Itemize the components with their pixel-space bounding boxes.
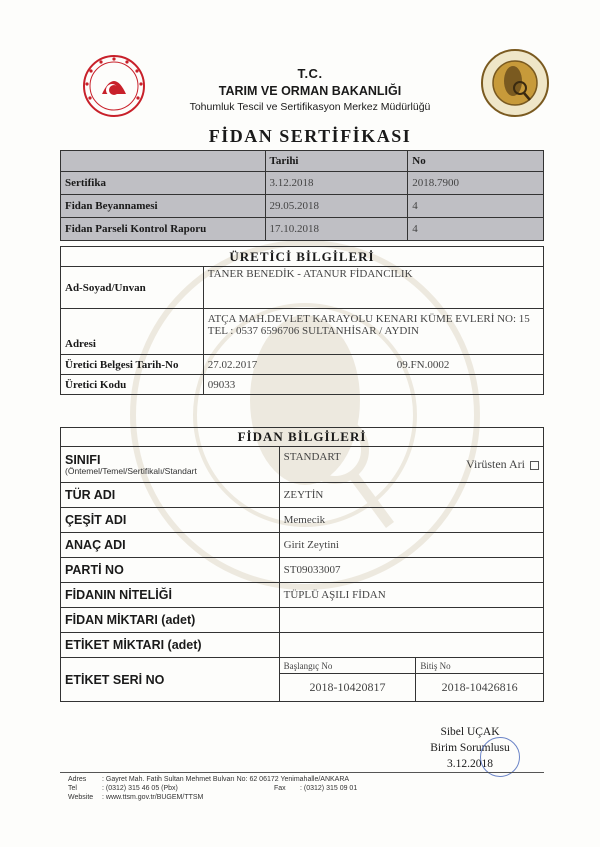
address-line-2: TEL : 0537 6596706 SULTANHİSAR / AYDIN xyxy=(207,325,419,338)
label-amount-value xyxy=(279,633,543,658)
serial-end-label: Bitiş No xyxy=(416,658,544,674)
row-no: 2018.7900 xyxy=(408,172,544,195)
virus-free-field xyxy=(416,447,544,483)
lot-value: ST09033007 xyxy=(279,558,543,583)
producer-code-value: 09033 xyxy=(203,375,543,395)
amount-label: FİDAN MİKTARI (adet) xyxy=(61,608,280,633)
footer-website[interactable]: : www.ttsm.gov.tr/BUGEM/TTSM xyxy=(102,794,204,801)
producer-cert-date: 27.02.2017 xyxy=(203,355,393,375)
certificate-table xyxy=(60,150,544,241)
footer-address-row xyxy=(68,776,349,783)
directorate-seal-icon xyxy=(480,48,550,118)
col-no-header: No xyxy=(408,151,544,172)
table-row xyxy=(61,172,544,195)
producer-cert-label: Üretici Belgesi Tarih-No xyxy=(61,355,204,375)
row-no: 4 xyxy=(408,218,544,241)
signature-date: 3.12.2018 xyxy=(447,758,493,770)
footer-address: : Gayret Mah. Fatih Sultan Mehmet Bulvarı No: 62 06172 Yenimahalle/ANKARA xyxy=(102,776,350,783)
species-value: ZEYTİN xyxy=(279,483,543,508)
footer-web-row xyxy=(68,794,203,801)
header-tc: T.C. xyxy=(297,66,323,81)
serial-start-label: Başlangıç No xyxy=(279,658,416,674)
header-ministry: TARIM VE ORMAN BAKANLIĞI xyxy=(218,84,402,98)
amount-value xyxy=(279,608,543,633)
lot-label: PARTİ NO xyxy=(61,558,280,583)
producer-section-title: ÜRETİCİ BİLGİLERİ xyxy=(61,247,544,267)
name-value: TANER BENEDİK - ATANUR FİDANCILIK xyxy=(203,267,543,309)
variety-label: ÇEŞİT ADI xyxy=(61,508,280,533)
footer-fax: : (0312) 315 09 01 xyxy=(300,785,358,792)
signatory-name: Sibel UÇAK xyxy=(440,726,500,738)
class-sub-label: (Öntemel/Temel/Sertifikalı/Standart xyxy=(65,465,197,476)
ministry-logo-icon xyxy=(82,54,146,118)
table-row xyxy=(61,218,544,241)
label-amount-label: ETİKET MİKTARI (adet) xyxy=(61,633,280,658)
producer-code-label: Üretici Kodu xyxy=(61,375,204,395)
name-label: Ad-Soyad/Unvan xyxy=(61,267,204,309)
producer-cert-no: 09.FN.0002 xyxy=(393,355,544,375)
header-directorate: Tohumluk Tescil ve Sertifikasyon Merkez Müdürlüğü xyxy=(189,101,431,113)
footer-fax-key: Fax xyxy=(274,785,286,792)
table-row xyxy=(61,195,544,218)
signature-stamp-icon xyxy=(480,737,520,777)
row-label: Fidan Parseli Kontrol Raporu xyxy=(61,218,266,241)
quality-label: FİDANIN NİTELİĞİ xyxy=(61,583,280,608)
col-date-header: Tarihi xyxy=(265,151,408,172)
serial-label: ETİKET SERİ NO xyxy=(61,658,280,702)
address-label: Adresi xyxy=(61,309,204,355)
footer-tel-key: Tel xyxy=(68,785,77,792)
footer-divider xyxy=(60,772,544,773)
row-label: Fidan Beyannamesi xyxy=(61,195,266,218)
footer-web-key: Website xyxy=(68,794,94,801)
serial-start-value: 2018-10420817 xyxy=(279,674,416,702)
serial-end-value: 2018-10426816 xyxy=(416,674,544,702)
document-title: FİDAN SERTİFİKASI xyxy=(208,126,412,146)
rootstock-label: ANAÇ ADI xyxy=(61,533,280,558)
species-label: TÜR ADI xyxy=(61,483,280,508)
class-label: SINIFI xyxy=(65,453,101,467)
row-date: 29.05.2018 xyxy=(265,195,408,218)
row-no: 4 xyxy=(408,195,544,218)
footer-phone-row xyxy=(68,785,357,792)
signatory-title: Birim Sorumlusu xyxy=(430,742,510,754)
variety-value: Memecik xyxy=(279,508,543,533)
footer-address-key: Adres xyxy=(68,776,87,783)
producer-table xyxy=(60,246,544,395)
row-label: Sertifika xyxy=(61,172,266,195)
footer-tel: : (0312) 315 46 05 (Pbx) xyxy=(102,785,178,792)
virus-free-label: Virüsten Ari xyxy=(466,457,525,471)
sapling-table xyxy=(60,427,544,702)
row-date: 3.12.2018 xyxy=(265,172,408,195)
virus-free-checkbox[interactable] xyxy=(530,461,539,470)
rootstock-value: Girit Zeytini xyxy=(279,533,543,558)
class-value: STANDART xyxy=(279,447,416,483)
row-date: 17.10.2018 xyxy=(265,218,408,241)
address-line-1: ATÇA MAH.DEVLET KARAYOLU KENARI KÜME EVLERİ NO: 15 xyxy=(207,313,530,325)
sapling-section-title: FİDAN BİLGİLERİ xyxy=(61,428,544,447)
quality-value: TÜPLÜ AŞILI FİDAN xyxy=(279,583,543,608)
